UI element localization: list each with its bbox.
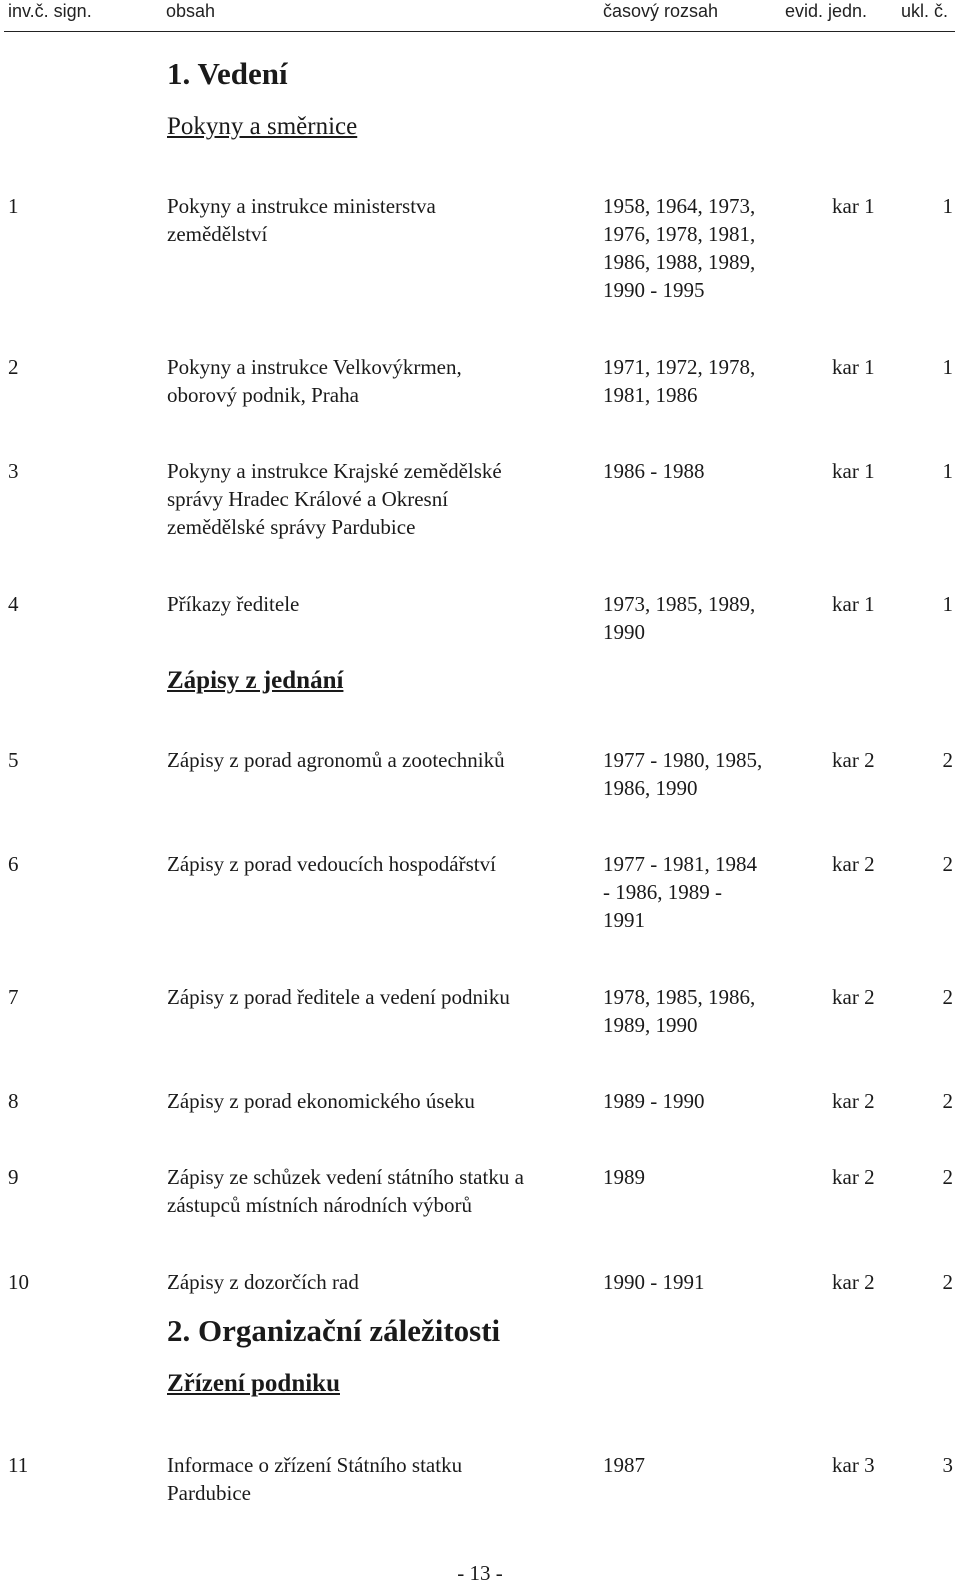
- row-date-range: 1990 - 1991: [603, 1270, 705, 1294]
- row-description: Zápisy z porad ředitele a vedení podniku: [167, 985, 510, 1009]
- page-number: - 13 -: [457, 1561, 503, 1585]
- row-evid-unit: kar 1: [832, 592, 875, 616]
- section-2-title: 2. Organizační záležitosti: [167, 1313, 501, 1348]
- row-description: Zápisy z porad vedoucích hospodářství: [167, 852, 496, 876]
- row-storage-number: 2: [942, 985, 953, 1009]
- row-storage-number: 2: [942, 748, 953, 772]
- row-number: 9: [8, 1165, 19, 1189]
- row-date-range: 1987: [603, 1453, 645, 1477]
- row-description: Příkazy ředitele: [167, 592, 300, 616]
- row-description: Pokyny a instrukce ministerstva zemědělství: [167, 194, 436, 246]
- row-number: 2: [8, 355, 19, 379]
- row-storage-number: 2: [942, 1270, 953, 1294]
- row-date-range: 1989 - 1990: [603, 1089, 705, 1113]
- row-evid-unit: kar 3: [832, 1453, 875, 1477]
- row-date-range: 1958, 1964, 1973, 1976, 1978, 1981, 1986, 1988, 1989, 1990 - 1995: [603, 194, 756, 302]
- row-storage-number: 1: [942, 592, 953, 616]
- row-description: Informace o zřízení Státního statku Pardubice: [167, 1453, 463, 1505]
- row-evid-unit: kar 2: [832, 1089, 875, 1113]
- row-date-range: 1978, 1985, 1986, 1989, 1990: [603, 985, 756, 1037]
- row-date-range: 1977 - 1981, 1984 - 1986, 1989 - 1991: [603, 852, 757, 932]
- row-number: 1: [8, 194, 19, 218]
- section-2-subtitle-zrizeni: Zřízení podniku: [167, 1370, 340, 1397]
- row-evid-unit: kar 2: [832, 852, 875, 876]
- section-1-title: 1. Vedení: [167, 56, 288, 91]
- header-obsah: obsah: [166, 1, 216, 21]
- header-divider: [4, 31, 955, 32]
- row-number: 7: [8, 985, 19, 1009]
- row-number: 11: [8, 1453, 29, 1477]
- section-1-subtitle-pokyny: Pokyny a směrnice: [167, 113, 358, 140]
- row-number: 4: [8, 592, 19, 616]
- section-1-subtitle-zapisy: Zápisy z jednání: [167, 667, 344, 694]
- row-description: Pokyny a instrukce Krajské zemědělské správy Hradec Králové a Okresní zemědělské správy Pardubice: [167, 459, 502, 539]
- row-storage-number: 1: [942, 459, 953, 483]
- row-evid-unit: kar 2: [832, 748, 875, 772]
- row-description: Zápisy z porad agronomů a zootechniků: [167, 748, 505, 772]
- row-date-range: 1973, 1985, 1989, 1990: [603, 592, 756, 644]
- row-evid-unit: kar 2: [832, 985, 875, 1009]
- row-description: Pokyny a instrukce Velkovýkrmen, oborový podnik, Praha: [167, 355, 462, 407]
- row-storage-number: 1: [942, 355, 953, 379]
- header-casovy-rozsah: časový rozsah: [603, 1, 719, 21]
- row-evid-unit: kar 1: [832, 459, 875, 483]
- row-date-range: 1986 - 1988: [603, 459, 705, 483]
- row-evid-unit: kar 1: [832, 194, 875, 218]
- row-description: Zápisy z porad ekonomického úseku: [167, 1089, 475, 1113]
- row-number: 8: [8, 1089, 19, 1113]
- row-evid-unit: kar 2: [832, 1165, 875, 1189]
- row-date-range: 1971, 1972, 1978, 1981, 1986: [603, 355, 756, 407]
- row-description: Zápisy z dozorčích rad: [167, 1270, 359, 1294]
- header-inv-sign: inv.č. sign.: [8, 1, 92, 21]
- row-date-range: 1989: [603, 1165, 645, 1189]
- row-storage-number: 2: [942, 1089, 953, 1113]
- row-number: 10: [8, 1270, 29, 1294]
- row-evid-unit: kar 2: [832, 1270, 875, 1294]
- row-storage-number: 1: [942, 194, 953, 218]
- row-evid-unit: kar 1: [832, 355, 875, 379]
- row-description: Zápisy ze schůzek vedení státního statku a zástupců místních národních výborů: [167, 1165, 524, 1217]
- row-number: 3: [8, 459, 19, 483]
- row-storage-number: 2: [942, 1165, 953, 1189]
- column-header: [0, 0, 960, 34]
- header-ukl-c: ukl. č.: [901, 1, 949, 21]
- row-number: 5: [8, 748, 19, 772]
- row-date-range: 1977 - 1980, 1985, 1986, 1990: [603, 748, 763, 800]
- row-storage-number: 3: [942, 1453, 953, 1477]
- row-storage-number: 2: [942, 852, 953, 876]
- row-number: 6: [8, 852, 19, 876]
- header-evid-jedn: evid. jedn.: [785, 1, 868, 21]
